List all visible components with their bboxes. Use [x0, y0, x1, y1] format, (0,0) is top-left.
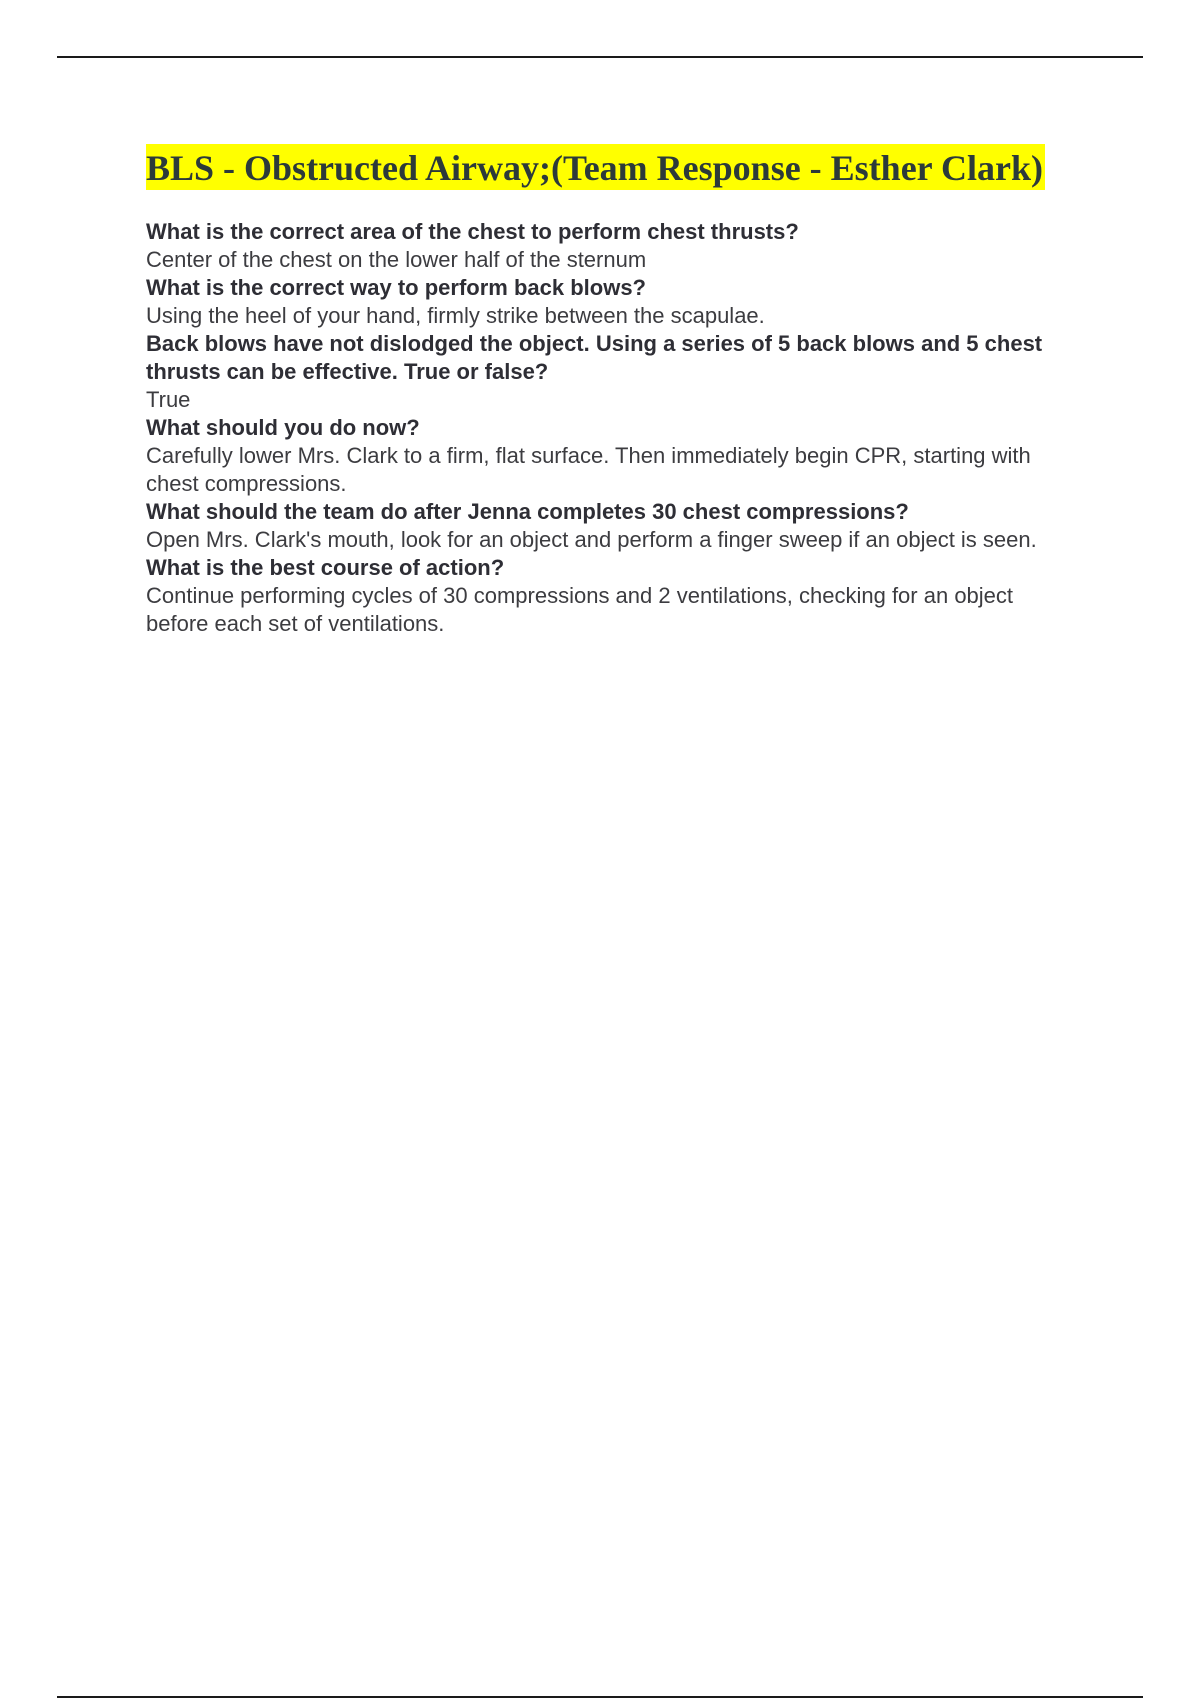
question-text: What should the team do after Jenna completes 30 chest compressions?: [146, 499, 909, 524]
answer-text: Open Mrs. Clark's mouth, look for an object and perform a finger sweep if an object is seen.: [146, 527, 1037, 552]
qa-item: [146, 274, 1076, 330]
answer-text: True: [146, 387, 191, 412]
footer-rule: [57, 1696, 1143, 1698]
qa-item: [146, 330, 1076, 414]
answer-text: Continue performing cycles of 30 compressions and 2 ventilations, checking for an object before each set of ventilations.: [146, 583, 1014, 636]
qa-item: [146, 554, 1076, 638]
question-text: What is the correct way to perform back blows?: [146, 275, 646, 300]
qa-item: [146, 218, 1076, 274]
question-text: What is the best course of action?: [146, 555, 505, 580]
answer-text: Using the heel of your hand, firmly strike between the scapulae.: [146, 303, 765, 328]
qa-list: [146, 218, 1076, 638]
question-text: Back blows have not dislodged the object. Using a series of 5 back blows and 5 chest thrusts can be effective. True or false?: [146, 331, 1043, 384]
question-text: What should you do now?: [146, 415, 420, 440]
question-text: What is the correct area of the chest to perform chest thrusts?: [146, 219, 799, 244]
answer-text: Center of the chest on the lower half of the sternum: [146, 247, 647, 272]
document-body: [146, 144, 1076, 638]
qa-item: [146, 498, 1076, 554]
answer-text: Carefully lower Mrs. Clark to a firm, flat surface. Then immediately begin CPR, starting with chest compressions.: [146, 443, 1031, 496]
header-rule: [57, 56, 1143, 58]
document-title: BLS - Obstructed Airway;(Team Response - Esther Clark): [146, 144, 1045, 190]
qa-item: [146, 414, 1076, 498]
